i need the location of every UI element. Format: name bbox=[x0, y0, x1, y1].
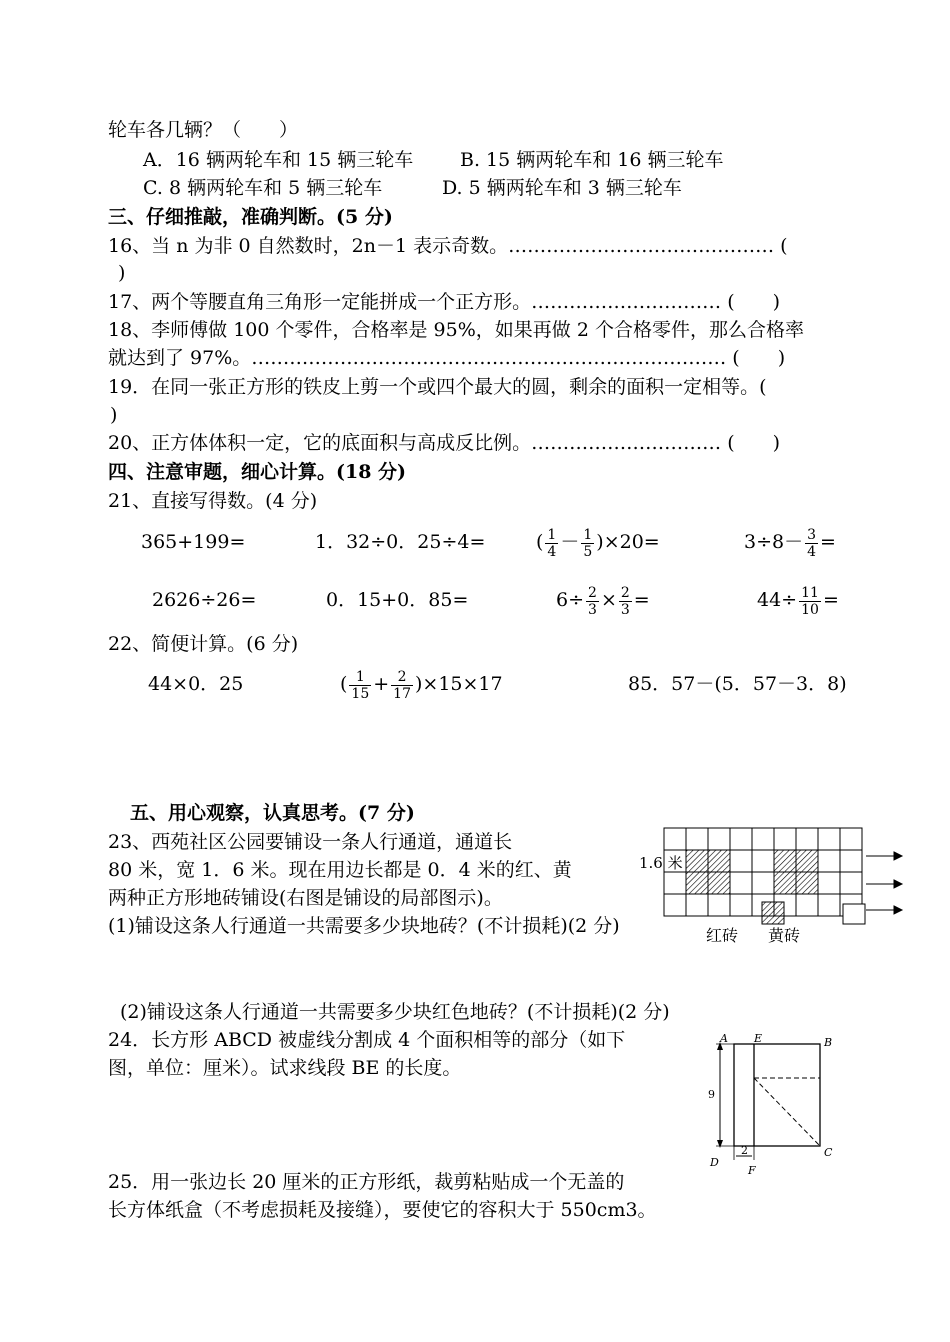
label-f: F bbox=[748, 1164, 756, 1177]
yellow-tile bbox=[708, 850, 730, 872]
calc-3: ( $\frac{1}{4}$ － $\frac{1}{5}$ )×20= bbox=[536, 526, 660, 560]
arrow-icon bbox=[866, 852, 902, 914]
q22-label: 22、简便计算。(6 分) bbox=[108, 633, 299, 655]
label-c: C bbox=[824, 1146, 833, 1159]
calc-4: 3÷8－ $\frac{3}{4}$ = bbox=[744, 526, 836, 560]
simplify-1: 44×0．25 bbox=[148, 673, 244, 695]
q23-part1: (1)铺设这条人行通道一共需要多少块地砖？(不计损耗)(2 分) bbox=[108, 915, 620, 937]
path-width-label: 1.6 米 bbox=[639, 854, 683, 872]
q24-line2: 图，单位：厘米）。试求线段 BE 的长度。 bbox=[108, 1057, 462, 1079]
calc-5: 2626÷26= bbox=[152, 589, 257, 611]
red-tile bbox=[818, 850, 840, 872]
red-tile bbox=[686, 828, 708, 850]
q23-line2: 80 米，宽 1．6 米。现在用边长都是 0．4 米的红、黄 bbox=[108, 859, 572, 881]
q15-option-c: C. 8 辆两轮车和 5 辆三轮车 bbox=[143, 177, 383, 199]
red-tile bbox=[730, 828, 752, 850]
q23-line1: 23、西苑社区公园要铺设一条人行通道，通道长 bbox=[108, 831, 513, 853]
width-label: 2 bbox=[741, 1144, 748, 1157]
q16-line2: ) bbox=[118, 262, 126, 284]
section4-title: 四、注意审题，细心计算。(18 分) bbox=[108, 461, 407, 483]
red-tile bbox=[774, 828, 796, 850]
calc-8: 44÷ $\frac{11}{10}$ = bbox=[757, 584, 839, 618]
q15-option-a: A．16 辆两轮车和 15 辆三轮车 bbox=[143, 149, 414, 171]
yellow-tile-sample bbox=[762, 902, 784, 924]
rectangle-abcd-figure bbox=[700, 1028, 850, 1178]
red-tile bbox=[752, 872, 774, 894]
yellow-tile bbox=[796, 872, 818, 894]
red-tile bbox=[708, 828, 730, 850]
red-tile bbox=[730, 872, 752, 894]
red-tile-label: 红砖 bbox=[706, 926, 739, 945]
yellow-tile bbox=[796, 850, 818, 872]
label-d: D bbox=[710, 1156, 719, 1169]
height-label: 9 bbox=[708, 1088, 715, 1101]
yellow-tile bbox=[686, 850, 708, 872]
q23-line3: 两种正方形地砖铺设(右图是铺设的局部图示)。 bbox=[108, 887, 503, 909]
q21-label: 21、直接写得数。(4 分) bbox=[108, 490, 318, 512]
red-tile bbox=[752, 828, 774, 850]
q25-line1: 25．用一张边长 20 厘米的正方形纸，裁剪粘贴成一个无盖的 bbox=[108, 1171, 625, 1193]
yellow-tile bbox=[774, 850, 796, 872]
yellow-tile bbox=[708, 872, 730, 894]
q23-part2: (2)铺设这条人行通道一共需要多少块红色地砖？(不计损耗)(2 分) bbox=[120, 1001, 670, 1023]
red-tile bbox=[818, 894, 840, 916]
red-tile bbox=[840, 872, 862, 894]
calc-6: 0．15+0．85= bbox=[326, 589, 469, 611]
q16-line1: 16、当 n 为非 0 自然数时，2n－1 表示奇数。…………………………………… ( bbox=[108, 235, 788, 257]
section3-title: 三、仔细推敲，准确判断。(5 分) bbox=[108, 206, 393, 228]
red-tile bbox=[752, 850, 774, 872]
red-tile bbox=[664, 894, 686, 916]
q18-line2: 就达到了 97%。………………………………………………………………… ( ) bbox=[108, 347, 786, 369]
red-tile bbox=[686, 894, 708, 916]
red-tile bbox=[796, 894, 818, 916]
q15-tail: 轮车各几辆？（ ） bbox=[108, 119, 299, 141]
section5-title: 五、用心观察，认真思考。(7 分) bbox=[130, 802, 415, 824]
q18-line1: 18、李师傅做 100 个零件，合格率是 95%，如果再做 2 个合格零件，那么合格率 bbox=[108, 319, 804, 341]
tile-path-figure bbox=[636, 822, 906, 952]
q20: 20、正方体体积一定，它的底面积与高成反比例。………………………… ( ) bbox=[108, 432, 781, 454]
q25-line2: 长方体纸盒（不考虑损耗及接缝），要使它的容积大于 550cm3。 bbox=[108, 1199, 657, 1221]
red-tile bbox=[730, 894, 752, 916]
red-tile-sample bbox=[843, 904, 865, 924]
q24-line1: 24．长方形 ABCD 被虚线分割成 4 个面积相等的部分（如下 bbox=[108, 1029, 626, 1051]
label-a: A bbox=[720, 1032, 728, 1045]
red-tile bbox=[840, 828, 862, 850]
yellow-tile-label: 黄砖 bbox=[768, 926, 801, 945]
red-tile bbox=[664, 828, 686, 850]
q19-line2: ) bbox=[110, 404, 118, 426]
calc-2: 1．32÷0．25÷4= bbox=[315, 531, 486, 553]
red-tile bbox=[818, 872, 840, 894]
label-e: E bbox=[754, 1032, 763, 1045]
calc-7: 6÷ $\frac{2}{3}$ × $\frac{2}{3}$ = bbox=[556, 584, 650, 618]
label-b: B bbox=[824, 1036, 833, 1049]
red-tile bbox=[818, 828, 840, 850]
q17: 17、两个等腰直角三角形一定能拼成一个正方形。………………………… ( ) bbox=[108, 291, 781, 313]
simplify-2: ( $\frac{1}{15}$ + $\frac{2}{17}$ )×15×17 bbox=[340, 668, 503, 702]
q15-option-d: D. 5 辆两轮车和 3 辆三轮车 bbox=[442, 177, 682, 199]
red-tile bbox=[708, 894, 730, 916]
yellow-tile bbox=[774, 872, 796, 894]
yellow-tile bbox=[686, 872, 708, 894]
q15-option-b: B. 15 辆两轮车和 16 辆三轮车 bbox=[460, 149, 724, 171]
calc-1: 365+199= bbox=[141, 531, 246, 553]
red-tile bbox=[730, 850, 752, 872]
red-tile bbox=[664, 872, 686, 894]
simplify-3: 85．57－(5．57－3．8) bbox=[628, 673, 847, 695]
red-tile bbox=[796, 828, 818, 850]
red-tile bbox=[840, 850, 862, 872]
q19-line1: 19．在同一张正方形的铁皮上剪一个或四个最大的圆，剩余的面积一定相等。( bbox=[108, 376, 767, 398]
